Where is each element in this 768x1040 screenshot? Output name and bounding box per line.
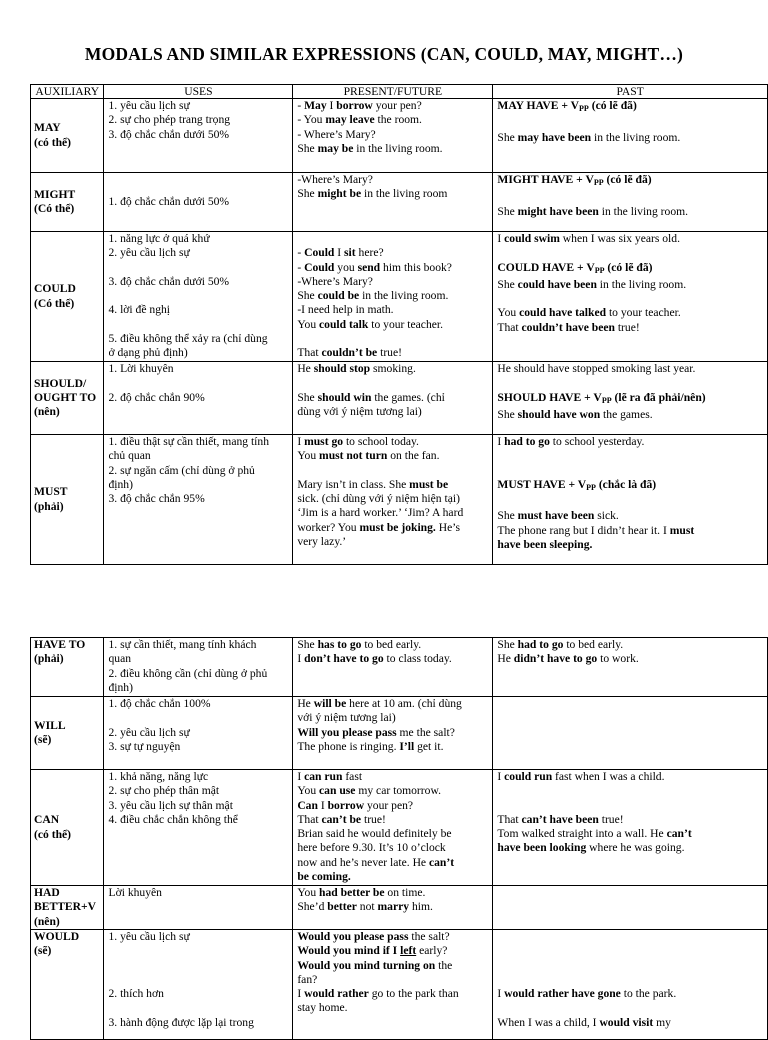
aux-have-to: HAVE TO (phải) (31, 638, 104, 697)
aux-had-better: HAD BETTER+V (nên) (31, 886, 104, 930)
aux-will: WILL (sẽ) (31, 697, 104, 770)
past-will (493, 697, 768, 770)
row-can (31, 770, 768, 886)
uses-can: 1. khả năng, năng lực 2. sự cho phép thân mật 3. yêu cầu lịch sự thân mật 4. điều chắc chắn không thể (104, 770, 293, 886)
uses-should: 1. Lời khuyên 2. độ chắc chắn 90% (104, 362, 293, 435)
uses-have-to: 1. sự cần thiết, mang tính khách quan 2. điều không cần (chỉ dùng ở phủ định) (104, 638, 293, 697)
present-would: Would you please pass the salt? Would you mind if I left early? Would you mind turning on the fan? I would rather go to the park than stay home. (293, 930, 493, 1040)
row-have-to (31, 638, 768, 697)
present-may: - May I borrow your pen? - You may leave the room. - Where’s Mary? She may be in the living room. (293, 99, 493, 173)
row-may (31, 99, 768, 173)
header-past: PAST (493, 85, 768, 99)
uses-had-better: Lời khuyên (104, 886, 293, 930)
present-could: - Could I sit here? - Could you send him this book? -Where’s Mary? She could be in the living room. -I need help in math. You could talk to your teacher. That couldn’t be true! (293, 232, 493, 362)
present-will: He will be here at 10 am. (chỉ dùng với ý niệm tương lai) Will you please pass me the salt? The phone is ringing. I’ll get it. (293, 697, 493, 770)
past-must: I had to go to school yesterday. MUST HAVE + $V_{PP}$ (chắc là đã) She must have been sick. The phone rang but I didn’t hear it. I must have been sleeping. (493, 435, 768, 565)
past-would: I would rather have gone to the park. When I was a child, I would visit my (493, 930, 768, 1040)
uses-might: 1. độ chắc chắn dưới 50% (104, 173, 293, 232)
modals-table-2 (30, 637, 768, 1040)
past-may: MAY HAVE + $V_{PP}$ (có lẽ đã) She may have been in the living room. (493, 99, 768, 173)
header-uses: USES (104, 85, 293, 99)
present-had-better: You had better be on time. She’d better not marry him. (293, 886, 493, 930)
row-had-better (31, 886, 768, 930)
aux-could: COULD (Có thể) (31, 232, 104, 362)
modals-table-1 (30, 84, 768, 565)
present-must: I must go to school today. You must not turn on the fan. Mary isn’t in class. She must be sick. (chỉ dùng với ý niệm hiện tại) ‘Jim is a hard worker.’ ‘Jim? A hard worker? You must be joking. He’s very lazy.’ (293, 435, 493, 565)
row-might (31, 173, 768, 232)
past-could: I could swim when I was six years old. COULD HAVE + $V_{PP}$ (có lẽ đã) She could have been in the living room. You could have talked to your teacher. That couldn’t have been true! (493, 232, 768, 362)
row-could (31, 232, 768, 362)
aux-may: MAY (có thể) (31, 99, 104, 173)
uses-will: 1. độ chắc chắn 100% 2. yêu cầu lịch sự 3. sự tự nguyện (104, 697, 293, 770)
aux-might: MIGHT (Có thể) (31, 173, 104, 232)
row-must (31, 435, 768, 565)
uses-may: 1. yêu cầu lịch sự 2. sự cho phép trang trọng 3. độ chắc chắn dưới 50% (104, 99, 293, 173)
row-would (31, 930, 768, 1040)
page-title: MODALS AND SIMILAR EXPRESSIONS (CAN, COULD, MAY, MIGHT…) (84, 44, 684, 64)
header-auxiliary: AUXILIARY (31, 85, 104, 99)
header-present: PRESENT/FUTURE (293, 85, 493, 99)
aux-would: WOULD (sẽ) (31, 930, 104, 1040)
past-had-better (493, 886, 768, 930)
uses-must: 1. điều thật sự cần thiết, mang tính chủ quan 2. sự ngăn cấm (chỉ dùng ở phủ định) 3. độ chắc chắn 95% (104, 435, 293, 565)
present-should: He should stop smoking. She should win the games. (chỉ dùng với ý niệm tương lai) (293, 362, 493, 435)
aux-can: CAN (có thể) (31, 770, 104, 886)
aux-must: MUST (phải) (31, 435, 104, 565)
present-can: I can run fast You can use my car tomorrow. Can I borrow your pen? That can’t be true! Brian said he would definitely be here before 9.30. It’s 10 o’clock now and he’s never late. He can’t be coming. (293, 770, 493, 886)
past-have-to: She had to go to bed early. He didn’t have to go to work. (493, 638, 768, 697)
past-might: MIGHT HAVE + $V_{PP}$ (có lẽ đã) She might have been in the living room. (493, 173, 768, 232)
uses-would: 1. yêu cầu lịch sự 2. thích hơn 3. hành động được lặp lại trong (104, 930, 293, 1040)
past-can: I could run fast when I was a child. That can’t have been true! Tom walked straight into a wall. He can’t have been looking where he was going. (493, 770, 768, 886)
row-should (31, 362, 768, 435)
row-will (31, 697, 768, 770)
present-might: -Where’s Mary? She might be in the living room (293, 173, 493, 232)
past-should: He should have stopped smoking last year. SHOULD HAVE + $V_{PP}$ (lẽ ra đã phải/nên) She should have won the games. (493, 362, 768, 435)
header-row (31, 85, 768, 99)
aux-should: SHOULD/ OUGHT TO (nên) (31, 362, 104, 435)
uses-could: 1. năng lực ở quá khứ 2. yêu cầu lịch sự 3. độ chắc chắn dưới 50% 4. lời đề nghị 5. điều không thể xảy ra (chỉ dùng ở dạng phủ định) (104, 232, 293, 362)
present-have-to: She has to go to bed early. I don’t have to go to class today. (293, 638, 493, 697)
